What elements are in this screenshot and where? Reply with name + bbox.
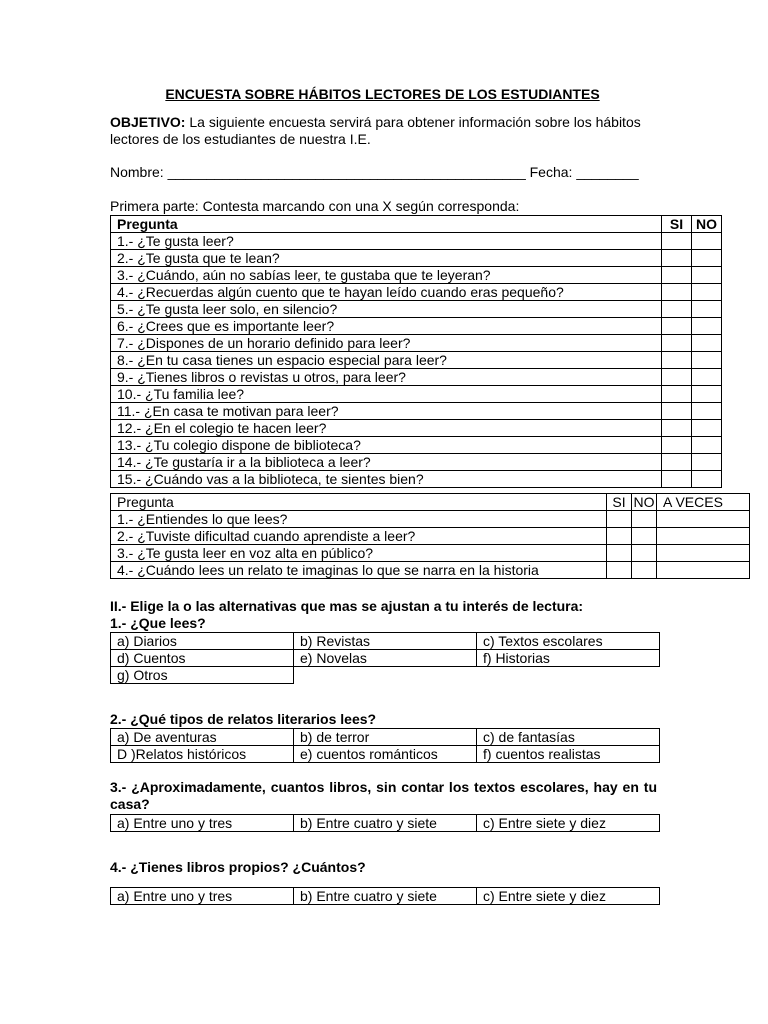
answer-cell-si[interactable] <box>662 335 692 352</box>
header-question: Pregunta <box>111 494 607 511</box>
question-text: 2.- ¿Te gusta que te lean? <box>111 250 662 267</box>
question-1-title: 1.- ¿Que lees? <box>110 615 206 631</box>
document-title: ENCUESTA SOBRE HÁBITOS LECTORES DE LOS ESTUDIANTES <box>165 86 600 102</box>
question-text: 14.- ¿Te gustaría ir a la biblioteca a leer? <box>111 454 662 471</box>
header-a-veces: A VECES <box>657 494 750 511</box>
answer-cell-si[interactable] <box>662 471 692 488</box>
table-row <box>111 267 722 284</box>
option-cell[interactable]: f) cuentos realistas <box>477 746 660 763</box>
answer-cell-no[interactable] <box>692 386 722 403</box>
question-text: 2.- ¿Tuviste dificultad cuando aprendiste a leer? <box>111 528 607 545</box>
answer-cell-a-veces[interactable] <box>657 562 750 579</box>
option-row <box>111 667 660 684</box>
option-cell[interactable]: b) Entre cuatro y siete <box>294 888 477 905</box>
yes-no-question-table <box>110 215 722 488</box>
option-cell[interactable]: c) de fantasías <box>477 729 660 746</box>
answer-cell-si[interactable] <box>662 250 692 267</box>
question-text: 5.- ¿Te gusta leer solo, en silencio? <box>111 301 662 318</box>
question-text: 1.- ¿Entiendes lo que lees? <box>111 511 607 528</box>
question-4-options <box>110 887 660 905</box>
option-cell[interactable]: a) De aventuras <box>111 729 294 746</box>
table-row <box>111 352 722 369</box>
table-row <box>111 545 750 562</box>
answer-cell-si[interactable] <box>607 528 632 545</box>
table-header-row <box>111 216 722 233</box>
header-si: SI <box>607 494 632 511</box>
table-row <box>111 369 722 386</box>
option-cell[interactable]: g) Otros <box>111 667 294 684</box>
answer-cell-no[interactable] <box>692 437 722 454</box>
table-row <box>111 437 722 454</box>
answer-cell-no[interactable] <box>692 284 722 301</box>
table-row <box>111 386 722 403</box>
answer-cell-no[interactable] <box>692 318 722 335</box>
table-row <box>111 511 750 528</box>
answer-cell-no[interactable] <box>632 511 657 528</box>
question-text: 6.- ¿Crees que es importante leer? <box>111 318 662 335</box>
option-cell[interactable]: a) Entre uno y tres <box>111 888 294 905</box>
question-text: 8.- ¿En tu casa tienes un espacio especial para leer? <box>111 352 662 369</box>
option-row <box>111 888 660 905</box>
option-cell[interactable]: c) Entre siete y diez <box>477 888 660 905</box>
question-text: 12.- ¿En el colegio te hacen leer? <box>111 420 662 437</box>
option-row <box>111 729 660 746</box>
question-text: 1.- ¿Te gusta leer? <box>111 233 662 250</box>
name-date-line[interactable]: Nombre: ______________________________________________ Fecha: ________ <box>110 164 639 180</box>
answer-cell-si[interactable] <box>662 318 692 335</box>
empty-cell <box>294 667 477 684</box>
table-row <box>111 250 722 267</box>
answer-cell-no[interactable] <box>692 352 722 369</box>
question-text: 3.- ¿Te gusta leer en voz alta en público? <box>111 545 607 562</box>
answer-cell-a-veces[interactable] <box>657 511 750 528</box>
option-cell[interactable]: e) Novelas <box>294 650 477 667</box>
header-no: NO <box>692 216 722 233</box>
header-no: NO <box>633 494 655 510</box>
answer-cell-si[interactable] <box>662 233 692 250</box>
question-text: 15.- ¿Cuándo vas a la biblioteca, te sientes bien? <box>111 471 662 488</box>
option-row <box>111 650 660 667</box>
answer-cell-si[interactable] <box>607 511 632 528</box>
section-2-heading: II.- Elige la o las alternativas que mas se ajustan a tu interés de lectura: <box>110 598 584 614</box>
answer-cell-si[interactable] <box>662 420 692 437</box>
answer-cell-a-veces[interactable] <box>657 528 750 545</box>
option-cell[interactable]: e) cuentos románticos <box>294 746 477 763</box>
table-row <box>111 403 722 420</box>
answer-cell-no[interactable] <box>692 301 722 318</box>
question-4-title: 4.- ¿Tienes libros propios? ¿Cuántos? <box>110 859 366 875</box>
answer-cell-si[interactable] <box>662 386 692 403</box>
header-si: SI <box>662 216 692 233</box>
answer-cell-no[interactable] <box>692 403 722 420</box>
question-2-options <box>110 728 660 763</box>
objective-paragraph <box>110 114 655 148</box>
table-row <box>111 318 722 335</box>
objective-label: OBJETIVO: <box>110 114 186 130</box>
first-part-instruction: Primera parte: Contesta marcando con una X según corresponda: <box>110 198 520 214</box>
answer-cell-no[interactable] <box>692 335 722 352</box>
question-text: 13.- ¿Tu colegio dispone de biblioteca? <box>111 437 662 454</box>
question-text: 4.- ¿Recuerdas algún cuento que te hayan leído cuando eras pequeño? <box>111 284 662 301</box>
question-1-options <box>110 632 660 684</box>
answer-cell-no[interactable] <box>692 267 722 284</box>
question-text: 3.- ¿Cuándo, aún no sabías leer, te gustaba que te leyeran? <box>111 267 662 284</box>
question-text: 7.- ¿Dispones de un horario definido para leer? <box>111 335 662 352</box>
answer-cell-si[interactable] <box>662 403 692 420</box>
empty-cell <box>477 667 660 684</box>
question-text: 4.- ¿Cuándo lees un relato te imaginas lo que se narra en la historia <box>111 562 607 579</box>
answer-cell-no[interactable] <box>692 420 722 437</box>
option-cell[interactable]: b) Revistas <box>294 633 477 650</box>
option-cell[interactable]: a) Entre uno y tres <box>111 815 294 832</box>
option-cell[interactable]: b) de terror <box>294 729 477 746</box>
question-3-title: 3.- ¿Aproximadamente, cuantos libros, sin contar los textos escolares, hay en tu casa? <box>110 779 657 812</box>
question-2-title: 2.- ¿Qué tipos de relatos literarios lees? <box>110 711 377 727</box>
answer-cell-si[interactable] <box>662 352 692 369</box>
question-text: 9.- ¿Tienes libros o revistas u otros, para leer? <box>111 369 662 386</box>
table-row <box>111 420 722 437</box>
option-row <box>111 746 660 763</box>
answer-cell-no[interactable] <box>692 454 722 471</box>
option-row <box>111 633 660 650</box>
table-row <box>111 284 722 301</box>
answer-cell-no[interactable] <box>692 471 722 488</box>
answer-cell-si[interactable] <box>607 562 632 579</box>
option-cell[interactable]: d) Cuentos <box>111 650 294 667</box>
option-cell[interactable]: b) Entre cuatro y siete <box>294 815 477 832</box>
frequency-question-table <box>110 493 750 579</box>
answer-cell-no[interactable] <box>692 369 722 386</box>
option-cell[interactable]: D )Relatos históricos <box>111 746 294 763</box>
answer-cell-si[interactable] <box>662 454 692 471</box>
answer-cell-a-veces[interactable] <box>657 545 750 562</box>
table-row <box>111 335 722 352</box>
option-cell[interactable]: a) Diarios <box>111 633 294 650</box>
answer-cell-si[interactable] <box>662 267 692 284</box>
option-row <box>111 815 660 832</box>
answer-cell-si[interactable] <box>662 301 692 318</box>
answer-cell-no[interactable] <box>632 562 657 579</box>
answer-cell-no[interactable] <box>632 545 657 562</box>
question-text: 10.- ¿Tu familia lee? <box>111 386 662 403</box>
table-row <box>111 528 750 545</box>
answer-cell-si[interactable] <box>662 284 692 301</box>
table-row <box>111 562 750 579</box>
answer-cell-si[interactable] <box>662 437 692 454</box>
table-header-row <box>111 494 750 511</box>
objective-text: La siguiente encuesta servirá para obtener información sobre los hábitos lectores de los estudiantes de nuestra I.E. <box>110 114 641 147</box>
table-row <box>111 454 722 471</box>
question-3-options <box>110 814 660 832</box>
option-cell[interactable]: c) Textos escolares <box>477 633 660 650</box>
table-row <box>111 471 722 488</box>
table-row <box>111 301 722 318</box>
answer-cell-si[interactable] <box>607 545 632 562</box>
answer-cell-no[interactable] <box>692 250 722 267</box>
header-question: Pregunta <box>111 216 662 233</box>
answer-cell-no[interactable] <box>632 528 657 545</box>
answer-cell-si[interactable] <box>662 369 692 386</box>
option-cell[interactable]: f) Historias <box>477 650 660 667</box>
option-cell[interactable]: c) Entre siete y diez <box>477 815 660 832</box>
question-text: 11.- ¿En casa te motivan para leer? <box>111 403 662 420</box>
answer-cell-no[interactable] <box>692 233 722 250</box>
table-row <box>111 233 722 250</box>
